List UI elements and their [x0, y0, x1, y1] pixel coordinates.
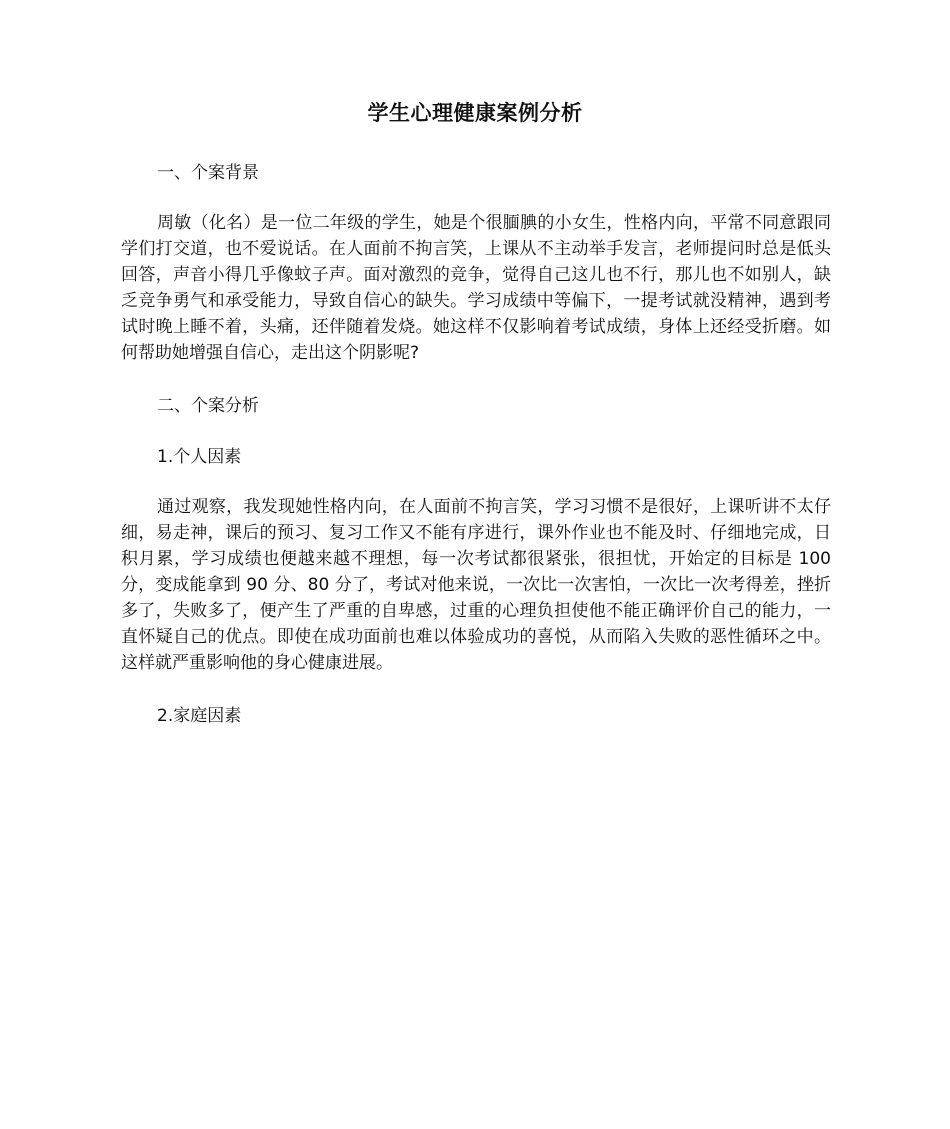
subheading-family-factors: 2.家庭因素 [157, 706, 242, 726]
subheading-personal-factors: 1.个人因素 [157, 447, 242, 467]
paragraph-case-background: 周敏（化名）是一位二年级的学生，她是个很腼腆的小女生，性格内向，平常不同意跟同学们打交道，也不爱说话。在人面前不拘言笑，上课从不主动举手发言，老师提问时总是低头回答，声音小得几乎像蚊子声。面对激烈的竞争，觉得自己这儿也不行，那儿也不如别人，缺乏竞争勇气和承受能力，导致自信心的缺失。学习成绩中等偏下，一提考试就没精神，遇到考试时晚上睡不着，头痛，还伴随着发烧。她这样不仅影响着考试成绩，身体上还经受折磨。如何帮助她增强自信心，走出这个阴影呢? [121, 213, 831, 363]
paragraph-personal-factors: 通过观察，我发现她性格内向，在人面前不拘言笑，学习习惯不是很好，上课听讲不太仔细，易走神，课后的预习、复习工作又不能有序进行，课外作业也不能及时、仔细地完成，日积月累，学习成绩也便越来越不理想，每一次考试都很紧张，很担忧，开始定的目标是 100 分，变成能拿到 90 分、80 分了，考试对他来说，一次比一次害怕，一次比一次考得差，挫折多了，失败多了，便产生了严重的自卑感，过重的心理负担使他不能正确评价自己的能力，一直怀疑自己的优点。即使在成功面前也难以体验成功的喜悦，从而陷入失败的恶性循环之中。这样就严重影响他的身心健康进展。 [121, 497, 831, 673]
section-heading-case-analysis: 二、个案分析 [157, 396, 259, 416]
document-title: 学生心理健康案例分析 [367, 101, 583, 125]
section-heading-case-background: 一、个案背景 [157, 163, 259, 183]
